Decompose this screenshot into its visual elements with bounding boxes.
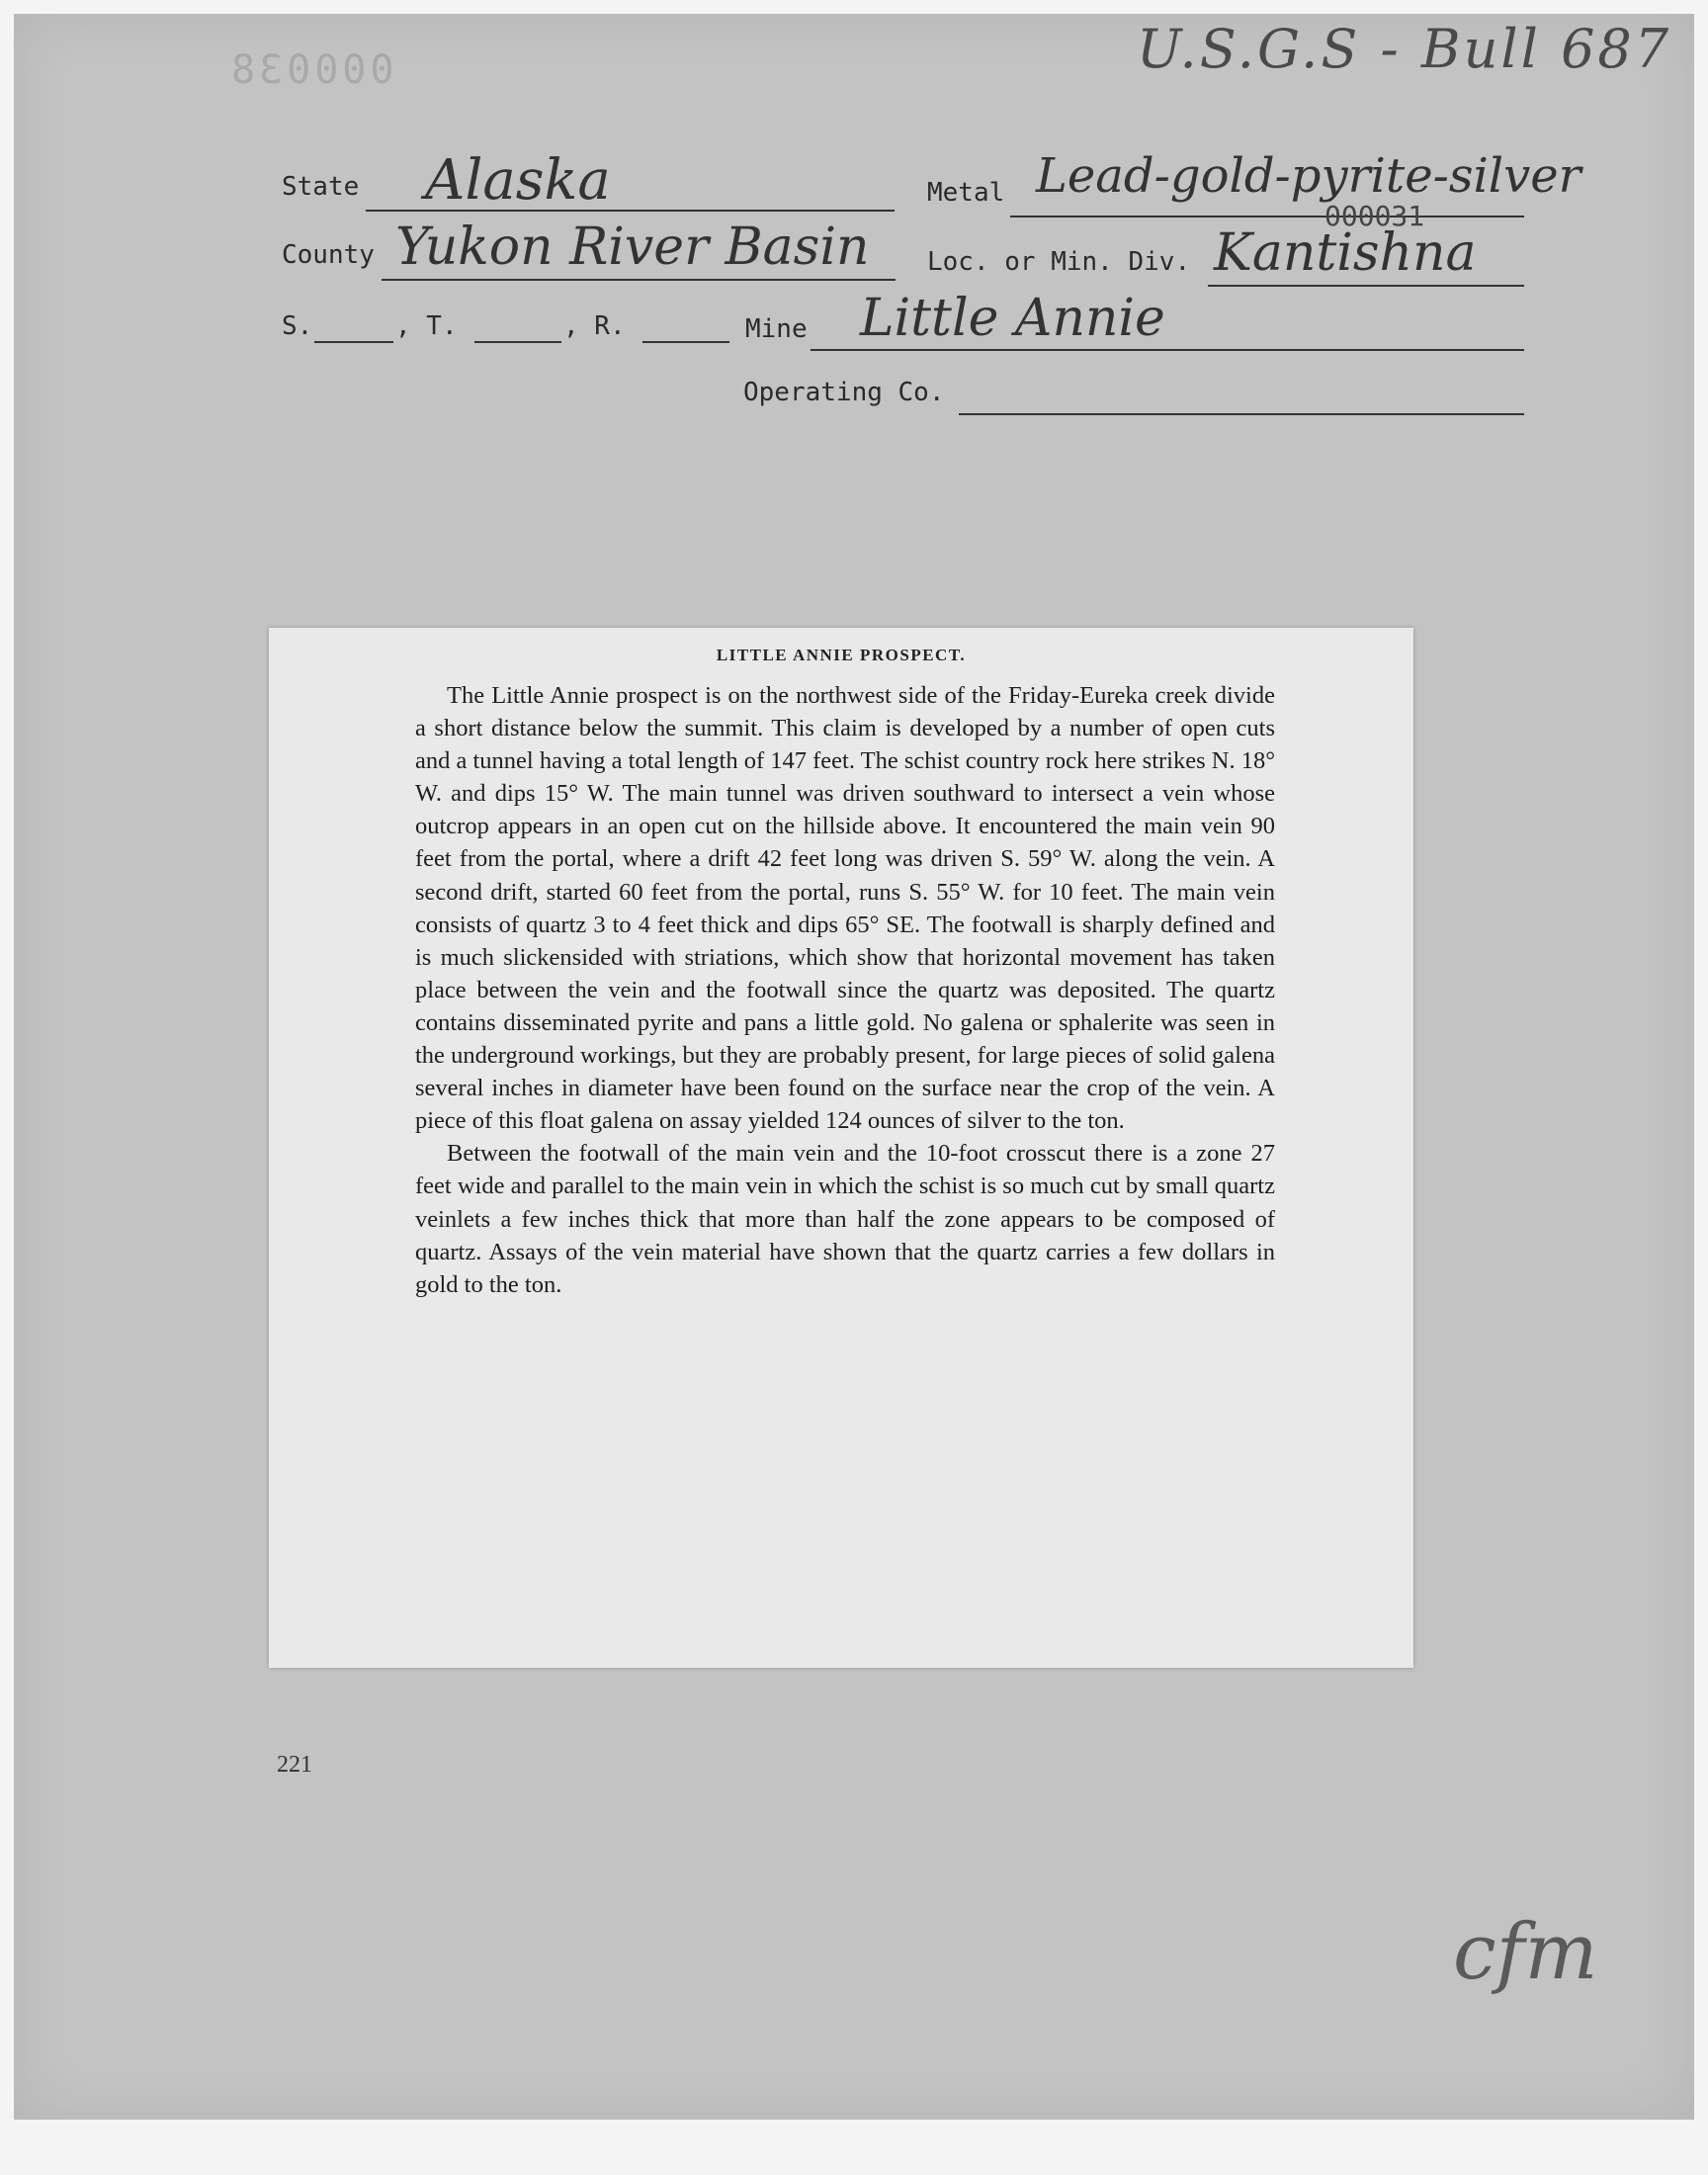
clipping-body [415,679,1275,1301]
loc-value: Kantishna [1214,223,1477,283]
operating-line [959,413,1524,415]
metal-stamp: 000031 [1324,200,1425,232]
handwritten-initials: cfm [1453,1908,1598,1997]
pasted-clipping [269,628,1413,1668]
stamp-number: 000038 [227,47,394,93]
t-line [474,341,561,343]
clipping-paragraph-1: The Little Annie prospect is on the northwest side of the Friday-Eureka creek divide a short distance below the summit. This claim is developed by a number of open cuts and a tunnel having a total length of 147 feet. The schist country rock here strikes N. 18° W. and dips 15° W. The main tunnel was driven southward to intersect a vein whose outcrop appears in an open cut on the hillside above. It encountered the main vein 90 feet from the portal, where a drift 42 feet long was driven S. 59° W. along the vein. A second drift, started 60 feet from the portal, runs S. 55° W. for 10 feet. The main vein consists of quartz 3 to 4 feet thick and dips 65° SE. The footwall is sharply defined and is much slickensided with striations, which show that horizontal movement has taken place between the vein and the footwall since the quartz was deposited. The quartz contains disseminated pyrite and pans a little gold. No galena or sphalerite was seen in the underground workings, but they are probably present, for large pieces of solid galena several inches in diameter have been found on the surface near the crop of the vein. A piece of this float galena on assay yielded 124 ounces of silver to the ton. [415,682,1276,1135]
s-label: S. [282,311,313,341]
state-value: Alaska [425,148,611,213]
metal-value: Lead-gold-pyrite-silver [1036,148,1581,204]
reference-handwriting: U.S.G.S - Bull 687 [1137,18,1672,80]
county-line [382,279,896,281]
clipping-title: LITTLE ANNIE PROSPECT. [716,646,967,664]
metal-label: Metal [927,178,1005,208]
clipping-paragraph-2: Between the footwall of the main vein and the 10-foot crosscut there is a zone 27 feet wide and parallel to the main vein in which the schist is so much cut by small quartz veinlets a few inches thick that more than half the zone appears to be composed of quartz. Assays of the vein material have shown that the quartz carries a few dollars in gold to the ton. [415,1140,1275,1298]
loc-label: Loc. or Min. Div. [927,247,1191,277]
metal-line [1010,216,1524,218]
mine-label: Mine [745,314,808,344]
county-label: County [282,240,375,270]
state-label: State [282,172,360,202]
operating-label: Operating Co. [743,378,945,407]
r-label: , R. [563,311,626,341]
s-line [314,341,393,343]
r-line [642,341,729,343]
county-value: Yukon River Basin [395,218,870,277]
t-label: , T. [395,311,458,341]
loc-line [1208,285,1524,287]
mine-value: Little Annie [860,289,1165,348]
mine-line [811,349,1524,351]
page-number: 221 [277,1752,312,1778]
